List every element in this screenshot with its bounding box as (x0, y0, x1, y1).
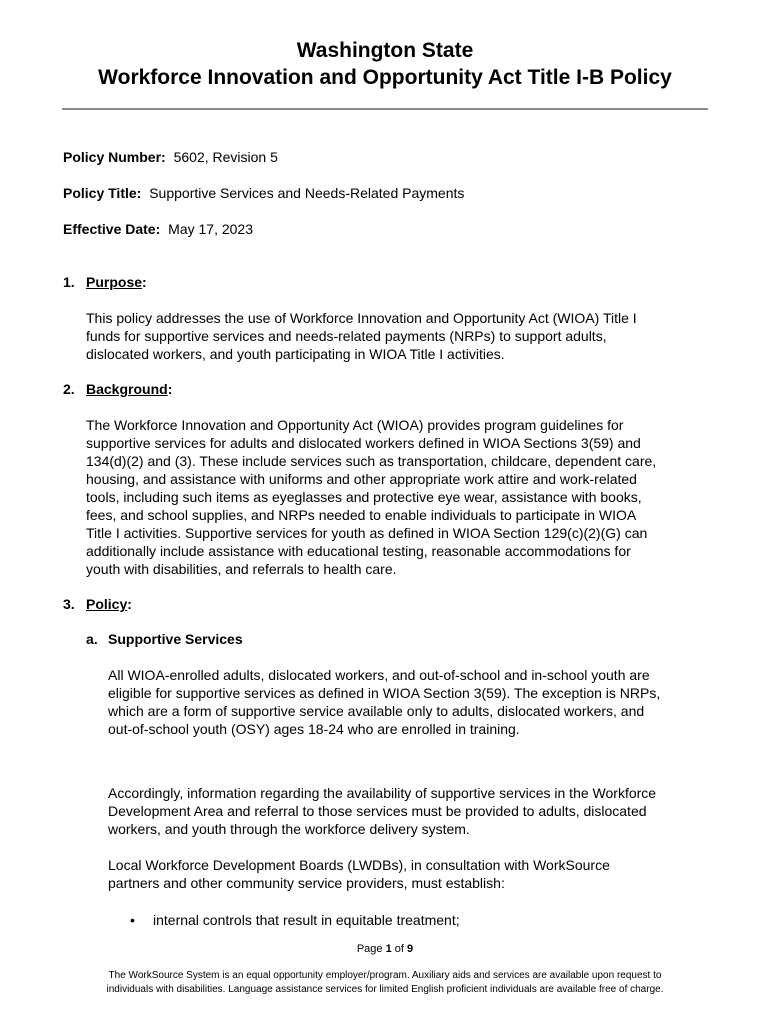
paragraph-line: which are a form of supportive service available only to adults, dislocated workers, and (108, 703, 645, 719)
page-number (0, 942, 770, 956)
effective-date-label: Effective Date: (63, 221, 161, 237)
paragraph-line: All WIOA-enrolled adults, dislocated workers, and out-of-school and in-school youth are (108, 667, 650, 683)
supportive-services-paragraph-3 (108, 856, 610, 892)
bullet-text: internal controls that result in equitable treatment; (153, 912, 460, 928)
effective-date-value: May 17, 2023 (168, 221, 253, 237)
paragraph-line: funds for supportive services and needs-related payments (NRPs) to support adults, (86, 328, 607, 344)
bullet-item (130, 911, 460, 929)
paragraph-line: fees, and school supplies, and NRPs needed to enable individuals to participate in WIOA (86, 507, 637, 523)
policy-title (63, 184, 464, 202)
supportive-services-paragraph-1 (108, 666, 660, 738)
paragraph-line: additionally include assistance with educational testing, reasonable accommodations for (86, 543, 631, 559)
background-paragraph (86, 416, 656, 578)
effective-date (63, 220, 253, 238)
paragraph-line: housing, and assistance with uniforms and other appropriate work attire and work-related (86, 471, 637, 487)
section-title: Background (86, 381, 168, 397)
policy-title-value: Supportive Services and Needs-Related Payments (149, 185, 465, 201)
title-divider (62, 108, 708, 110)
subsection-a-heading (86, 630, 243, 648)
section-purpose-heading (63, 273, 147, 291)
page-prefix: Page (356, 943, 386, 955)
section-background-heading (63, 380, 172, 398)
purpose-paragraph (86, 309, 637, 363)
policy-number (63, 148, 278, 166)
paragraph-line: partners and other community service providers, must establish: (108, 875, 505, 891)
document-title (0, 37, 770, 91)
section-colon: : (167, 381, 173, 397)
policy-title-label: Policy Title: (63, 185, 142, 201)
paragraph-line: Title I activities. Supportive services for youth as defined in WIOA Section 129(c)(2)(G) can (86, 525, 648, 541)
paragraph-line: The Workforce Innovation and Opportunity Act (WIOA) provides program guidelines for (86, 417, 624, 433)
page-current: 1 (385, 943, 392, 955)
paragraph-line: This policy addresses the use of Workforce Innovation and Opportunity Act (WIOA) Title I (86, 310, 637, 326)
policy-number-label: Policy Number: (63, 149, 166, 165)
section-title: Policy (86, 596, 128, 612)
paragraph-line: tools, including such items as eyeglasses and protective eye wear, assistance with books, (86, 489, 642, 505)
policy-number-value: 5602, Revision 5 (173, 149, 278, 165)
subsection-number: a. (86, 631, 98, 647)
subsection-title: Supportive Services (108, 631, 243, 647)
section-title: Purpose (86, 274, 143, 290)
footer-disclaimer (0, 969, 770, 997)
footer-line: The WorkSource System is an equal opportunity employer/program. Auxiliary aids and services are available upon request to (108, 970, 662, 981)
section-colon: : (142, 274, 147, 290)
paragraph-line: workers, and youth through the workforce delivery system. (108, 821, 470, 837)
paragraph-line: out-of-school youth (OSY) ages 18-24 who are enrolled in training. (108, 721, 520, 737)
section-colon: : (127, 596, 132, 612)
section-policy-heading (63, 595, 132, 613)
paragraph-line: Development Area and referral to those services must be provided to adults, dislocated (108, 803, 647, 819)
paragraph-line: dislocated workers, and youth participating in WIOA Title I activities. (86, 346, 505, 362)
paragraph-line: 134(d)(2) and (3). These include services such as transportation, childcare, dependent care, (86, 453, 657, 469)
bullet-icon: • (130, 912, 135, 928)
title-line-1: Washington State (296, 39, 474, 62)
paragraph-line: Accordingly, information regarding the availability of supportive services in the Workforce (108, 785, 657, 801)
paragraph-line: youth with disabilities, and referrals to health care. (86, 561, 397, 577)
page-separator: of (391, 943, 408, 955)
section-number: 1. (63, 274, 75, 290)
supportive-services-paragraph-2 (108, 784, 656, 838)
page-total: 9 (407, 943, 414, 955)
section-number: 3. (63, 596, 75, 612)
section-number: 2. (63, 381, 75, 397)
paragraph-line: Local Workforce Development Boards (LWDBs), in consultation with WorkSource (108, 857, 610, 873)
title-line-2: Workforce Innovation and Opportunity Act Title I-B Policy (98, 66, 672, 89)
footer-line: individuals with disabilities. Language assistance services for limited English proficient individuals are available free of charge. (106, 984, 664, 995)
paragraph-line: supportive services for adults and dislocated workers defined in WIOA Sections 3(59) and (86, 435, 641, 451)
paragraph-line: eligible for supportive services as defined in WIOA Section 3(59). The exception is NRPs, (108, 685, 661, 701)
